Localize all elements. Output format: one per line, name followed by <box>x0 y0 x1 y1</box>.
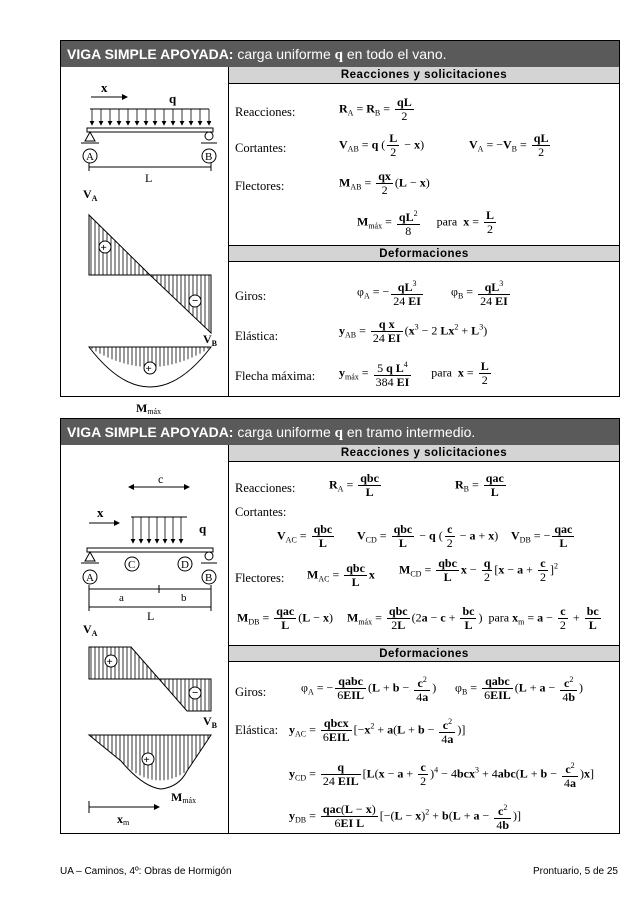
rotations-label: Giros: <box>235 289 267 303</box>
va-label: $V_A$ <box>83 187 98 203</box>
moments-label: Flectores: <box>235 179 285 193</box>
deformations-header: Deformaciones <box>229 245 619 262</box>
elastic-label: Elástica: <box>235 723 279 737</box>
shear-ab-formula: $V_{AB} = q$ ( $\frac{L}{2}$ − x) <box>339 131 425 159</box>
section-title: VIGA SIMPLE APOYADA: carga uniforme q en tramo intermedio. <box>61 419 619 445</box>
reactions-formula: $R_A = R_B$ = $\frac{qL}{2}$ <box>339 95 412 123</box>
shears-label: Cortantes: <box>235 505 287 519</box>
formulas-panel <box>229 445 619 833</box>
rotation-b-formula: $\varphi_B$ = $\frac{\text{qabc}}{\text{6EIL}}$ (L + a − $\frac{c^2}{4b}$ ) <box>455 674 584 704</box>
reactions-header: Reacciones y solicitaciones <box>229 445 619 462</box>
svg-text:+: + <box>106 656 113 668</box>
rotation-b-formula: $\varphi_B$ = $\frac{qL^3}{24 EI}$ <box>451 279 508 308</box>
point-c-label: C <box>128 559 136 571</box>
elastic-formula: $y_{AB}$ = $\frac{\text{q x}}{24 EI}$ ($x^3 - 2$ $Lx^2 + L^3$) <box>339 317 488 345</box>
moment-ab-formula: $M_{AB}$ = $\frac{qx}{2}$ (L − x) <box>339 169 430 197</box>
elastic-cd-formula: $y_{CD}$ = $\frac{q}{\text{24 EIL}}$ [L(x − a + $\frac{c}{2}$ )$^4$ − 4bcx$^3$ + 4abc(L + b − $\frac{c^2}{4a}$ )x] <box>289 760 594 790</box>
mmax-label: Mmáx <box>136 401 162 416</box>
beam-diagram <box>61 67 229 416</box>
reactions-header: Reacciones y solicitaciones <box>229 67 619 84</box>
c-label: c <box>158 472 164 486</box>
shear-ac-formula: $V_{AC}$ = $\frac{\text{qbc}}{L}$ <box>277 522 333 550</box>
vb-label: $V_B$ <box>203 714 218 730</box>
svg-text:+: + <box>145 363 152 375</box>
q-label: q <box>169 91 177 106</box>
reaction-a-formula: $R_A$ = $\frac{\text{qbc}}{L}$ <box>329 471 379 499</box>
section-uniform-full-span <box>60 40 620 416</box>
deformations-header: Deformaciones <box>229 645 619 662</box>
rotation-a-formula: $\varphi_A$ = − $\frac{qL^3}{24 EI}$ <box>357 279 421 308</box>
beam-diagram-svg <box>61 67 228 416</box>
x-label: x <box>101 80 108 95</box>
span-label: L <box>147 609 155 623</box>
formulas-panel <box>229 67 619 396</box>
elastic-db-formula: $y_{DB}$ = $\frac{\text{qac(L − x)}}{\text{6EI L}}$ [$-(L - x)^2 + b(L + a$ − $\frac{c^2}{4b}$ )] <box>289 802 521 832</box>
shears-label: Cortantes: <box>235 141 287 155</box>
max-deflection-formula: $y_{máx}$ = $\frac{5 q L^4}{384 EI}$ para x = $\frac{L}{2}$ <box>339 359 489 389</box>
moment-ac-formula: $M_{AC}$ = $\frac{\text{qbc}}{L}$ x <box>307 561 375 589</box>
rotation-a-formula: $\varphi_A$ = − $\frac{\text{qabc}}{\text{6EIL}}$ (L + b − $\frac{c^2}{4a}$ ) <box>301 674 437 704</box>
reaction-b-formula: $R_B$ = $\frac{\text{qac}}{L}$ <box>455 471 504 499</box>
moments-label: Flectores: <box>235 571 285 585</box>
section-uniform-intermediate-span <box>60 418 620 834</box>
support-a-label: A <box>86 151 94 163</box>
span-label: L <box>145 171 153 185</box>
reactions-label: Reacciones: <box>235 105 296 119</box>
rotations-label: Giros: <box>235 685 267 699</box>
footer-right: Prontuario, 5 de 25 <box>532 866 618 877</box>
moment-max-formula: $M_{máx}$ = $\frac{qL^2}{8}$ para x = $\frac{L}{2}$ <box>357 208 495 238</box>
b-label: b <box>181 592 187 604</box>
footer-left: UA – Caminos, 4º: Obras de Hormigón <box>60 866 232 877</box>
shear-cd-formula: $V_{CD}$ = $\frac{\text{qbc}}{L}$ − q ( $\frac{c}{2}$ − a + x) <box>357 522 499 550</box>
svg-text:+: + <box>100 242 107 254</box>
moment-cd-formula: $M_{CD}$ = $\frac{\text{qbc}}{L}$ x − $\frac{q}{2}$ [x − a + $\frac{c}{2}$ ]$^2$ <box>399 556 558 584</box>
support-a-label: A <box>86 572 94 584</box>
support-b-label: B <box>205 572 213 584</box>
beam-diagram <box>61 445 229 833</box>
elastic-ac-formula: $y_{AC}$ = $\frac{\text{qbcx}}{\text{6EIL}}$ [$-x^2 + a(L + b$ − $\frac{c^2}{4a}$ )] <box>289 716 466 746</box>
elastic-label: Elástica: <box>235 329 279 343</box>
svg-text:−: − <box>192 687 199 699</box>
svg-text:−: − <box>192 295 199 307</box>
beam-diagram-svg <box>61 445 228 833</box>
x-label: x <box>97 505 104 520</box>
vb-label: $V_B$ <box>203 332 218 348</box>
svg-text:+: + <box>143 754 150 766</box>
section-title: VIGA SIMPLE APOYADA: carga uniforme q en todo el vano. <box>61 41 619 67</box>
load-arrows <box>92 109 209 125</box>
shear-ends-formula: $V_A = -V_B$ = $\frac{qL}{2}$ <box>469 131 549 159</box>
moment-max-formula: $M_{máx}$ = $\frac{\text{qbc}}{2L}$ (2a − c + $\frac{bc}{L}$ ) para $x_m = a$ − $\frac{c}{2}$ + $\frac{bc}{L}$ <box>347 604 599 632</box>
moment-db-formula: $M_{DB}$ = $\frac{\text{qac}}{L}$ (L − x) <box>237 604 334 632</box>
support-b-label: B <box>205 151 213 163</box>
q-label: q <box>199 521 207 536</box>
mmax-label: Mmáx <box>171 790 197 805</box>
xm-label: xm <box>117 812 130 827</box>
max-deflection-label: Flecha máxima: <box>235 369 316 383</box>
point-d-label: D <box>181 559 189 571</box>
va-label: $V_A$ <box>83 622 98 638</box>
shear-db-formula: $V_{DB}$ = − $\frac{\text{qac}}{L}$ <box>511 522 573 550</box>
reactions-label: Reacciones: <box>235 481 296 495</box>
a-label: a <box>119 592 124 604</box>
